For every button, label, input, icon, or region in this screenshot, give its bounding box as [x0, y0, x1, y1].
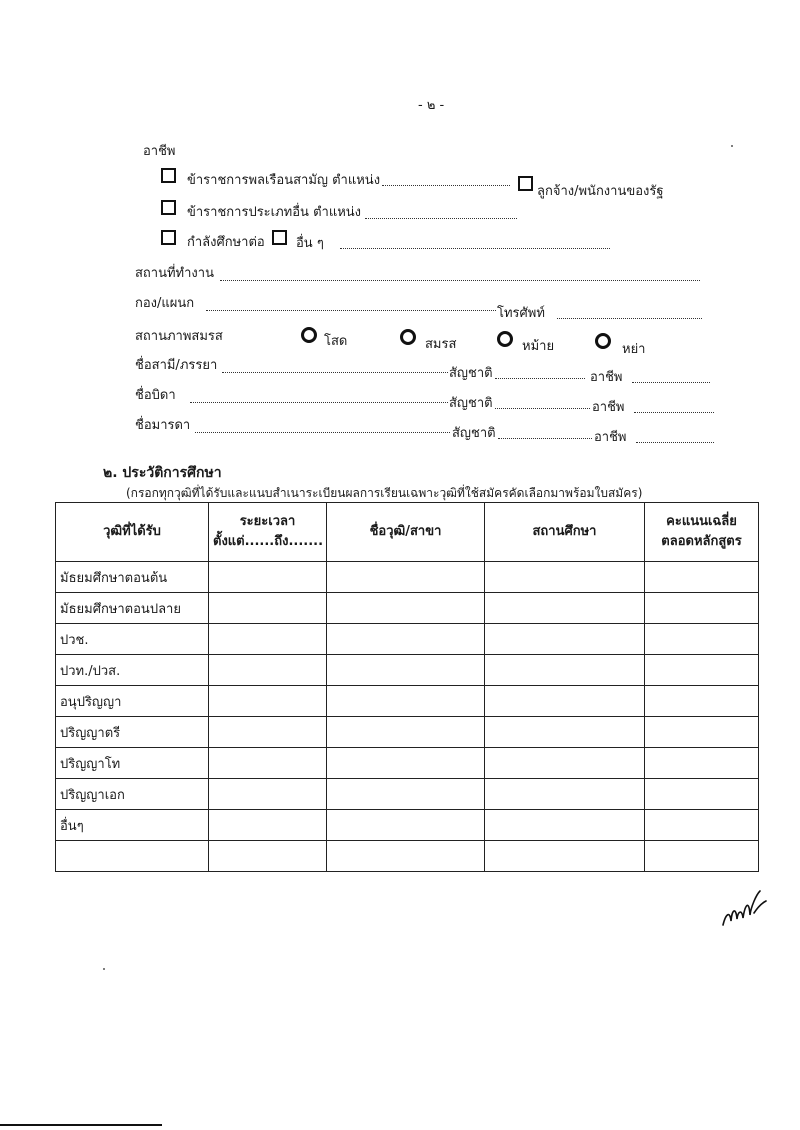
table-row [56, 562, 759, 593]
degree-cell[interactable] [327, 717, 485, 748]
degree-cell[interactable] [327, 841, 485, 872]
mother-occupation-field[interactable] [636, 442, 714, 443]
period-cell[interactable] [209, 686, 327, 717]
other-servant-position-field[interactable] [365, 218, 517, 219]
gpa-cell[interactable] [645, 624, 759, 655]
qualification-cell: มัธยมศึกษาตอนปลาย [56, 593, 209, 624]
single-radio[interactable] [301, 327, 317, 343]
other-servant-label: ข้าราชการประเภทอื่น ตำแหน่ง [187, 205, 361, 220]
gpa-cell[interactable] [645, 562, 759, 593]
education-note: (กรอกทุกวุฒิที่ได้รับและแนบสำเนาระเบียนผลการเรียนเฉพาะวุฒิที่ใช้สมัครคัดเลือกมาพร้อมใบสมัคร) [126, 486, 643, 500]
studying-checkbox[interactable] [161, 230, 176, 245]
footer-rule [0, 1124, 162, 1126]
father-nationality-field[interactable] [495, 408, 590, 409]
qualification-cell: ปวช. [56, 624, 209, 655]
divorced-label: หย่า [622, 342, 646, 357]
table-row [56, 779, 759, 810]
gpa-cell[interactable] [645, 686, 759, 717]
employee-checkbox[interactable] [518, 176, 533, 191]
workplace-label: สถานที่ทำงาน [135, 266, 214, 281]
qualification-cell: ปริญญาตรี [56, 717, 209, 748]
period-cell[interactable] [209, 748, 327, 779]
qualification-cell: ปริญญาโท [56, 748, 209, 779]
gpa-cell[interactable] [645, 810, 759, 841]
widowed-label: หม้าย [522, 339, 555, 354]
qualification-cell: อื่นๆ [56, 810, 209, 841]
signature-initials [720, 885, 770, 930]
table-row [56, 624, 759, 655]
period-cell[interactable] [209, 779, 327, 810]
degree-cell[interactable] [327, 810, 485, 841]
table-row [56, 717, 759, 748]
degree-cell[interactable] [327, 562, 485, 593]
period-header-line2: ตั้งแต่......ถึง....... [213, 534, 324, 549]
division-field[interactable] [206, 310, 496, 311]
period-header-line1: ระยะเวลา [239, 514, 296, 529]
mother-nationality-field[interactable] [498, 438, 592, 439]
gpa-cell[interactable] [645, 748, 759, 779]
institution-header: สถานศึกษา [485, 503, 645, 562]
workplace-field[interactable] [220, 280, 700, 281]
other-servant-checkbox[interactable] [161, 200, 176, 215]
table-row [56, 748, 759, 779]
period-cell[interactable] [209, 624, 327, 655]
degree-cell[interactable] [327, 779, 485, 810]
qualification-cell [56, 841, 209, 872]
gpa-cell[interactable] [645, 655, 759, 686]
education-header-row [56, 503, 759, 562]
father-name-field[interactable] [190, 402, 448, 403]
father-nationality-label: สัญชาติ [449, 396, 493, 411]
scan-speck [103, 968, 105, 970]
phone-label: โทรศัพท์ [497, 306, 545, 321]
father-occupation-label: อาชีพ [592, 400, 625, 415]
mother-nationality-label: สัญชาติ [452, 426, 496, 441]
scan-speck [731, 145, 733, 147]
period-header [209, 503, 327, 562]
gpa-header-line2: ตลอดหลักสูตร [661, 534, 742, 549]
father-label: ชื่อบิดา [135, 388, 176, 403]
married-label: สมรส [425, 337, 457, 352]
institution-cell[interactable] [485, 624, 645, 655]
period-cell[interactable] [209, 655, 327, 686]
qualification-cell: อนุปริญญา [56, 686, 209, 717]
divorced-radio[interactable] [595, 333, 611, 349]
gpa-cell[interactable] [645, 717, 759, 748]
single-label: โสด [324, 334, 348, 349]
table-row [56, 593, 759, 624]
civil-servant-position-field[interactable] [382, 185, 510, 186]
institution-cell[interactable] [485, 686, 645, 717]
mother-label: ชื่อมารดา [135, 418, 191, 433]
mother-name-field[interactable] [195, 432, 450, 433]
qualification-cell: ปวท./ปวส. [56, 655, 209, 686]
period-cell[interactable] [209, 810, 327, 841]
civil-servant-checkbox[interactable] [161, 168, 176, 183]
spouse-nationality-field[interactable] [495, 378, 585, 379]
phone-field[interactable] [557, 318, 702, 319]
others-field[interactable] [340, 248, 610, 249]
table-row [56, 841, 759, 872]
civil-servant-label: ข้าราชการพลเรือนสามัญ ตำแหน่ง [187, 173, 381, 188]
widowed-radio[interactable] [497, 331, 513, 347]
qualification-cell: ปริญญาเอก [56, 779, 209, 810]
marital-status-label: สถานภาพสมรส [135, 329, 223, 344]
period-cell[interactable] [209, 593, 327, 624]
spouse-nationality-label: สัญชาติ [449, 366, 493, 381]
institution-cell[interactable] [485, 748, 645, 779]
period-cell[interactable] [209, 717, 327, 748]
father-occupation-field[interactable] [634, 412, 714, 413]
spouse-label: ชื่อสามี/ภรรยา [135, 358, 218, 373]
gpa-cell[interactable] [645, 779, 759, 810]
gpa-header [645, 503, 759, 562]
degree-cell[interactable] [327, 655, 485, 686]
spouse-occupation-label: อาชีพ [590, 370, 623, 385]
studying-label: กำลังศึกษาต่อ [187, 235, 265, 250]
gpa-header-line1: คะแนนเฉลี่ย [666, 514, 737, 529]
employee-label: ลูกจ้าง/พนักงานของรัฐ [537, 184, 664, 199]
others-label: อื่น ๆ [296, 236, 324, 251]
degree-header: ชื่อวุฒิ/สาขา [327, 503, 485, 562]
education-table [55, 502, 759, 872]
occupation-heading: อาชีพ [143, 144, 176, 159]
page-number: - ๒ - [418, 98, 445, 113]
mother-occupation-label: อาชีพ [594, 430, 627, 445]
qualification-header: วุฒิที่ได้รับ [56, 503, 209, 562]
gpa-cell[interactable] [645, 593, 759, 624]
table-row [56, 686, 759, 717]
institution-cell[interactable] [485, 593, 645, 624]
period-cell[interactable] [209, 841, 327, 872]
education-title: ๒. ประวัติการศึกษา [103, 465, 222, 481]
degree-cell[interactable] [327, 624, 485, 655]
institution-cell[interactable] [485, 779, 645, 810]
institution-cell[interactable] [485, 717, 645, 748]
others-checkbox[interactable] [272, 230, 287, 245]
table-row [56, 810, 759, 841]
degree-cell[interactable] [327, 686, 485, 717]
institution-cell[interactable] [485, 810, 645, 841]
spouse-name-field[interactable] [222, 372, 448, 373]
gpa-cell[interactable] [645, 841, 759, 872]
division-label: กอง/แผนก [135, 296, 195, 311]
education-table-body [56, 562, 759, 872]
institution-cell[interactable] [485, 841, 645, 872]
institution-cell[interactable] [485, 655, 645, 686]
period-cell[interactable] [209, 562, 327, 593]
qualification-cell: มัธยมศึกษาตอนต้น [56, 562, 209, 593]
married-radio[interactable] [400, 329, 416, 345]
institution-cell[interactable] [485, 562, 645, 593]
degree-cell[interactable] [327, 748, 485, 779]
degree-cell[interactable] [327, 593, 485, 624]
table-row [56, 655, 759, 686]
spouse-occupation-field[interactable] [632, 382, 710, 383]
